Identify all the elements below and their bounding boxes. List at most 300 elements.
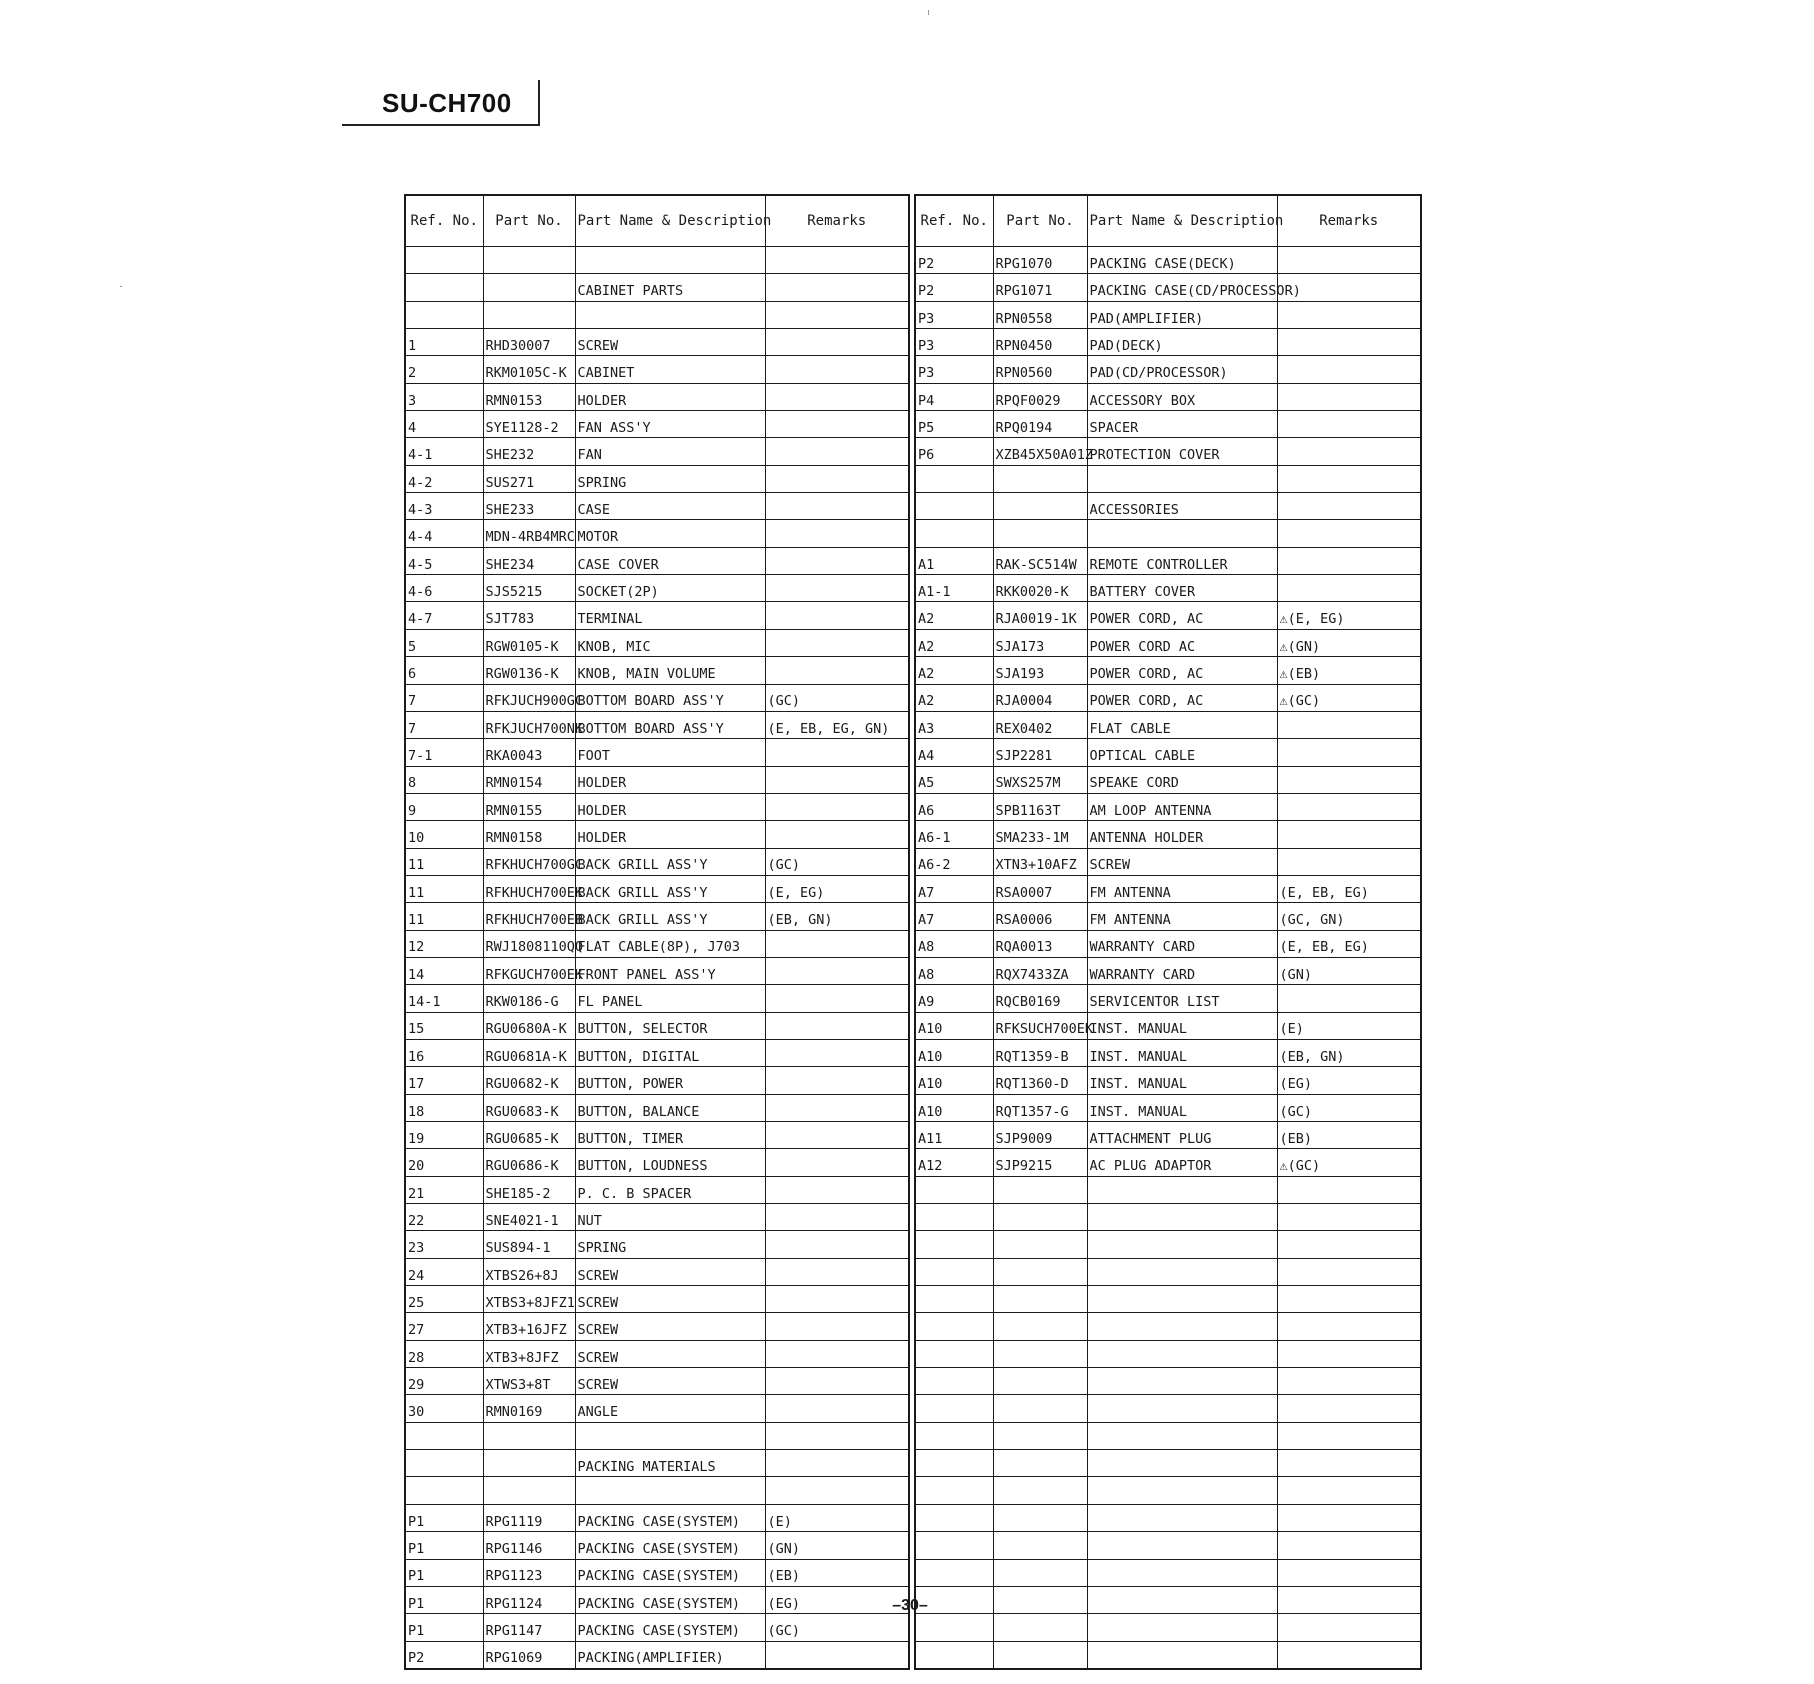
remarks-cell: (EG) (1277, 1067, 1421, 1094)
part-no-cell (993, 493, 1087, 520)
ref-no-cell: A2 (915, 684, 993, 711)
remarks-cell (765, 274, 909, 301)
ref-no-cell (915, 1422, 993, 1449)
remarks-cell (765, 1422, 909, 1449)
table-row (915, 493, 1421, 520)
remarks-cell: (E, EB, EG) (1277, 875, 1421, 902)
table-row (915, 1039, 1421, 1066)
remarks-cell: (GC, GN) (1277, 903, 1421, 930)
remarks-cell (765, 793, 909, 820)
remarks-cell: (GC) (1277, 1094, 1421, 1121)
remarks-cell (765, 411, 909, 438)
part-no-cell: XZB45X50A01Z (993, 438, 1087, 465)
ref-no-cell: A2 (915, 657, 993, 684)
description-cell: NUT (575, 1204, 765, 1231)
description-cell: BUTTON, TIMER (575, 1122, 765, 1149)
remarks-cell (765, 1122, 909, 1149)
remarks-cell (1277, 1641, 1421, 1669)
table-row (405, 1094, 909, 1121)
ref-no-cell: 20 (405, 1149, 483, 1176)
part-no-cell: RFKHUCH700GC (483, 848, 575, 875)
part-no-cell (993, 1204, 1087, 1231)
description-cell: POWER CORD, AC (1087, 684, 1277, 711)
table-row (915, 602, 1421, 629)
part-no-cell: RFKHUCH700EB (483, 903, 575, 930)
remarks-cell (765, 821, 909, 848)
table-row (405, 1532, 909, 1559)
table-row (915, 657, 1421, 684)
ref-no-cell: 7 (405, 711, 483, 738)
table-row (915, 930, 1421, 957)
ref-no-cell: P3 (915, 329, 993, 356)
table-row (915, 575, 1421, 602)
table-row (405, 821, 909, 848)
part-no-cell (993, 1313, 1087, 1340)
column-header-remarks: Remarks (1277, 195, 1421, 247)
ref-no-cell: P6 (915, 438, 993, 465)
ref-no-cell: 8 (405, 766, 483, 793)
ref-no-cell: 4-6 (405, 575, 483, 602)
description-cell: FL PANEL (575, 985, 765, 1012)
part-no-cell: SJP9215 (993, 1149, 1087, 1176)
description-cell: POWER CORD, AC (1087, 657, 1277, 684)
ref-no-cell: 28 (405, 1340, 483, 1367)
description-cell: ATTACHMENT PLUG (1087, 1122, 1277, 1149)
description-cell (1087, 1614, 1277, 1641)
ref-no-cell: 11 (405, 848, 483, 875)
table-row (915, 547, 1421, 574)
description-cell: FM ANTENNA (1087, 875, 1277, 902)
remarks-cell: ⚠(EB) (1277, 657, 1421, 684)
ref-no-cell: 18 (405, 1094, 483, 1121)
part-no-cell: RQA0013 (993, 930, 1087, 957)
part-no-cell: RSA0006 (993, 903, 1087, 930)
description-cell: FM ANTENNA (1087, 903, 1277, 930)
table-row (405, 930, 909, 957)
description-cell: POWER CORD AC (1087, 629, 1277, 656)
part-no-cell: SYE1128-2 (483, 411, 575, 438)
remarks-cell (765, 493, 909, 520)
part-no-cell (993, 1614, 1087, 1641)
description-cell (1087, 1450, 1277, 1477)
part-no-cell: RQT1359-B (993, 1039, 1087, 1066)
table-row (915, 1258, 1421, 1285)
ref-no-cell (405, 274, 483, 301)
description-cell: INST. MANUAL (1087, 1039, 1277, 1066)
ref-no-cell (915, 1614, 993, 1641)
part-no-cell (993, 1450, 1087, 1477)
description-cell: PACKING CASE(CD/PROCESSOR) (1087, 274, 1277, 301)
ref-no-cell: 16 (405, 1039, 483, 1066)
part-no-cell: RQCB0169 (993, 985, 1087, 1012)
description-cell: CABINET PARTS (575, 274, 765, 301)
table-row (405, 1149, 909, 1176)
description-cell: FOOT (575, 739, 765, 766)
description-cell: BUTTON, DIGITAL (575, 1039, 765, 1066)
part-no-cell: RPG1070 (993, 247, 1087, 274)
table-row (915, 1559, 1421, 1586)
description-cell: INST. MANUAL (1087, 1012, 1277, 1039)
description-cell: BACK GRILL ASS'Y (575, 903, 765, 930)
description-cell (1087, 1586, 1277, 1613)
ref-no-cell: A10 (915, 1039, 993, 1066)
description-cell: BUTTON, SELECTOR (575, 1012, 765, 1039)
ref-no-cell (405, 301, 483, 328)
part-no-cell: SHE185-2 (483, 1176, 575, 1203)
table-row (405, 766, 909, 793)
table-row (915, 1586, 1421, 1613)
description-cell: BATTERY COVER (1087, 575, 1277, 602)
table-row (915, 356, 1421, 383)
ref-no-cell (915, 1286, 993, 1313)
part-no-cell: RPN0558 (993, 301, 1087, 328)
description-cell: HOLDER (575, 793, 765, 820)
page-number: –30– (892, 1597, 928, 1614)
description-cell (575, 301, 765, 328)
description-cell: HOLDER (575, 821, 765, 848)
description-cell: AC PLUG ADAPTOR (1087, 1149, 1277, 1176)
ref-no-cell (915, 1641, 993, 1669)
ref-no-cell: 24 (405, 1258, 483, 1285)
ref-no-cell: P1 (405, 1614, 483, 1641)
ref-no-cell: A1-1 (915, 575, 993, 602)
description-cell: HOLDER (575, 766, 765, 793)
table-row (915, 438, 1421, 465)
table-row (915, 1204, 1421, 1231)
remarks-cell (1277, 547, 1421, 574)
part-no-cell: RKM0105C-K (483, 356, 575, 383)
ref-no-cell (915, 520, 993, 547)
remarks-cell (1277, 1477, 1421, 1504)
part-no-cell: XTBS26+8J (483, 1258, 575, 1285)
remarks-cell (765, 1067, 909, 1094)
part-no-cell (483, 1422, 575, 1449)
part-no-cell: RPG1123 (483, 1559, 575, 1586)
remarks-cell (765, 465, 909, 492)
table-row (915, 903, 1421, 930)
remarks-cell (765, 1231, 909, 1258)
description-cell: WARRANTY CARD (1087, 957, 1277, 984)
table-row (405, 1039, 909, 1066)
ref-no-cell: A2 (915, 602, 993, 629)
remarks-cell: (E) (1277, 1012, 1421, 1039)
ref-no-cell (405, 247, 483, 274)
table-row (405, 274, 909, 301)
table-row (405, 684, 909, 711)
remarks-cell (1277, 1559, 1421, 1586)
part-no-cell: RFKGUCH700EK (483, 957, 575, 984)
part-no-cell: RFKJUCH900GC (483, 684, 575, 711)
ref-no-cell (915, 465, 993, 492)
table-row (915, 520, 1421, 547)
table-row (405, 1559, 909, 1586)
remarks-cell: (EB, GN) (1277, 1039, 1421, 1066)
table-row (405, 247, 909, 274)
part-no-cell: RFKSUCH700EK (993, 1012, 1087, 1039)
remarks-cell (1277, 1286, 1421, 1313)
remarks-cell: (EB) (1277, 1122, 1421, 1149)
part-no-cell: RSA0007 (993, 875, 1087, 902)
remarks-cell (765, 247, 909, 274)
ref-no-cell: 4-1 (405, 438, 483, 465)
description-cell (1087, 465, 1277, 492)
remarks-cell (765, 329, 909, 356)
remarks-cell (765, 1477, 909, 1504)
table-row (405, 1313, 909, 1340)
remarks-cell (1277, 520, 1421, 547)
ref-no-cell (915, 1231, 993, 1258)
ref-no-cell: A8 (915, 957, 993, 984)
ref-no-cell (915, 1204, 993, 1231)
part-no-cell: RAK-SC514W (993, 547, 1087, 574)
ref-no-cell: A6-1 (915, 821, 993, 848)
remarks-cell (765, 520, 909, 547)
part-no-cell (993, 465, 1087, 492)
description-cell: SCREW (575, 1286, 765, 1313)
description-cell: PACKING CASE(SYSTEM) (575, 1614, 765, 1641)
ref-no-cell: P3 (915, 301, 993, 328)
part-no-cell: RMN0158 (483, 821, 575, 848)
ref-no-cell: A12 (915, 1149, 993, 1176)
description-cell (1087, 1176, 1277, 1203)
description-cell: SCREW (575, 1313, 765, 1340)
column-header-description: Part Name & Description (575, 195, 765, 247)
table-row (915, 1094, 1421, 1121)
remarks-cell: ⚠(GC) (1277, 1149, 1421, 1176)
ref-no-cell: 6 (405, 657, 483, 684)
part-no-cell: SHE233 (483, 493, 575, 520)
remarks-cell (765, 629, 909, 656)
description-cell: CABINET (575, 356, 765, 383)
remarks-cell (1277, 1395, 1421, 1422)
table-row (405, 739, 909, 766)
table-row (915, 1149, 1421, 1176)
remarks-cell: (E, EG) (765, 875, 909, 902)
remarks-cell (765, 985, 909, 1012)
ref-no-cell: 4-7 (405, 602, 483, 629)
remarks-cell (1277, 848, 1421, 875)
description-cell (1087, 520, 1277, 547)
description-cell: PACKING MATERIALS (575, 1450, 765, 1477)
remarks-cell (765, 1340, 909, 1367)
part-no-cell: SJP9009 (993, 1122, 1087, 1149)
table-row (915, 1368, 1421, 1395)
ref-no-cell: P1 (405, 1532, 483, 1559)
remarks-cell (765, 1368, 909, 1395)
remarks-cell: (GC) (765, 1614, 909, 1641)
part-no-cell: RQT1360-D (993, 1067, 1087, 1094)
remarks-cell (1277, 1176, 1421, 1203)
ref-no-cell: 17 (405, 1067, 483, 1094)
part-no-cell: RKW0186-G (483, 985, 575, 1012)
column-header-description: Part Name & Description (1087, 195, 1277, 247)
remarks-cell (1277, 1313, 1421, 1340)
part-no-cell (993, 1231, 1087, 1258)
remarks-cell (1277, 1258, 1421, 1285)
ref-no-cell: 21 (405, 1176, 483, 1203)
part-no-cell (483, 1477, 575, 1504)
table-row (405, 1067, 909, 1094)
table-row (405, 411, 909, 438)
description-cell: P. C. B SPACER (575, 1176, 765, 1203)
table-row (405, 1614, 909, 1641)
description-cell (1087, 1204, 1277, 1231)
ref-no-cell (915, 1504, 993, 1531)
description-cell (1087, 1368, 1277, 1395)
description-cell: SPRING (575, 1231, 765, 1258)
description-cell: TERMINAL (575, 602, 765, 629)
table-row (915, 1450, 1421, 1477)
description-cell (1087, 1559, 1277, 1586)
ref-no-cell (915, 1532, 993, 1559)
description-cell: SPACER (1087, 411, 1277, 438)
part-no-cell: XTB3+16JFZ (483, 1313, 575, 1340)
description-cell: INST. MANUAL (1087, 1067, 1277, 1094)
remarks-cell (1277, 1586, 1421, 1613)
part-no-cell (483, 274, 575, 301)
table-row (405, 1422, 909, 1449)
column-header-part-no: Part No. (993, 195, 1087, 247)
table-row (915, 383, 1421, 410)
description-cell (575, 1477, 765, 1504)
description-cell: INST. MANUAL (1087, 1094, 1277, 1121)
part-no-cell (993, 1340, 1087, 1367)
table-row (405, 301, 909, 328)
table-row (405, 1258, 909, 1285)
ref-no-cell: A10 (915, 1012, 993, 1039)
table-row (915, 1504, 1421, 1531)
ref-no-cell (915, 493, 993, 520)
description-cell: PROTECTION COVER (1087, 438, 1277, 465)
model-header (342, 80, 542, 128)
table-row (405, 629, 909, 656)
description-cell (1087, 1422, 1277, 1449)
description-cell: SCREW (575, 329, 765, 356)
remarks-cell (1277, 356, 1421, 383)
description-cell: FAN (575, 438, 765, 465)
remarks-cell (1277, 711, 1421, 738)
remarks-cell (1277, 329, 1421, 356)
ref-no-cell (405, 1450, 483, 1477)
parts-table-right (914, 194, 1422, 1670)
ref-no-cell (915, 1368, 993, 1395)
table-row (915, 1614, 1421, 1641)
part-no-cell: RPN0450 (993, 329, 1087, 356)
table-row (405, 1395, 909, 1422)
table-row (405, 383, 909, 410)
remarks-cell (1277, 793, 1421, 820)
description-cell: POWER CORD, AC (1087, 602, 1277, 629)
remarks-cell (1277, 438, 1421, 465)
remarks-cell (765, 1450, 909, 1477)
table-row (915, 301, 1421, 328)
description-cell: FAN ASS'Y (575, 411, 765, 438)
ref-no-cell: 15 (405, 1012, 483, 1039)
remarks-cell (765, 766, 909, 793)
remarks-cell (765, 602, 909, 629)
ref-no-cell: 25 (405, 1286, 483, 1313)
ref-no-cell: P1 (405, 1586, 483, 1613)
description-cell: SCREW (575, 1258, 765, 1285)
header-row (405, 195, 909, 247)
remarks-cell (765, 301, 909, 328)
ref-no-cell: A5 (915, 766, 993, 793)
description-cell: CASE COVER (575, 547, 765, 574)
ref-no-cell: 7-1 (405, 739, 483, 766)
description-cell (1087, 1286, 1277, 1313)
remarks-cell (1277, 739, 1421, 766)
part-no-cell: RPQF0029 (993, 383, 1087, 410)
ref-no-cell: 2 (405, 356, 483, 383)
part-no-cell: RPG1119 (483, 1504, 575, 1531)
remarks-cell: ⚠(GC) (1277, 684, 1421, 711)
ref-no-cell: A6-2 (915, 848, 993, 875)
description-cell (1087, 1477, 1277, 1504)
header-vertical-rule (538, 80, 540, 126)
description-cell: MOTOR (575, 520, 765, 547)
part-no-cell: RQX7433ZA (993, 957, 1087, 984)
description-cell: PACKING CASE(DECK) (1087, 247, 1277, 274)
part-no-cell: RHD30007 (483, 329, 575, 356)
part-no-cell: SUS894-1 (483, 1231, 575, 1258)
ref-no-cell: P2 (915, 247, 993, 274)
ref-no-cell: 22 (405, 1204, 483, 1231)
ref-no-cell: 27 (405, 1313, 483, 1340)
remarks-cell (1277, 411, 1421, 438)
remarks-cell (1277, 1231, 1421, 1258)
remarks-cell: (GN) (1277, 957, 1421, 984)
model-title: SU-CH700 (382, 88, 512, 118)
table-row (915, 1012, 1421, 1039)
ref-no-cell: P5 (915, 411, 993, 438)
table-row (405, 1477, 909, 1504)
remarks-cell (1277, 1422, 1421, 1449)
remarks-cell (765, 1039, 909, 1066)
remarks-cell (1277, 465, 1421, 492)
description-cell: SCREW (575, 1340, 765, 1367)
remarks-cell: (E, EB, EG) (1277, 930, 1421, 957)
table-row (405, 793, 909, 820)
description-cell: BOTTOM BOARD ASS'Y (575, 684, 765, 711)
description-cell: ANGLE (575, 1395, 765, 1422)
remarks-cell (1277, 493, 1421, 520)
description-cell: PACKING CASE(SYSTEM) (575, 1504, 765, 1531)
table-row (915, 985, 1421, 1012)
remarks-cell: (EB) (765, 1559, 909, 1586)
ref-no-cell (915, 1176, 993, 1203)
part-no-cell (993, 1286, 1087, 1313)
part-no-cell: RWJ1808110QQ (483, 930, 575, 957)
ref-no-cell: 4-5 (405, 547, 483, 574)
description-cell (1087, 1641, 1277, 1669)
table-row (405, 711, 909, 738)
remarks-cell: (EB, GN) (765, 903, 909, 930)
table-row (915, 274, 1421, 301)
ref-no-cell: A9 (915, 985, 993, 1012)
ref-no-cell (915, 1477, 993, 1504)
table-row (915, 766, 1421, 793)
table-row (405, 1450, 909, 1477)
part-no-cell (483, 247, 575, 274)
part-no-cell: RMN0154 (483, 766, 575, 793)
ref-no-cell: 14-1 (405, 985, 483, 1012)
part-no-cell: SJS5215 (483, 575, 575, 602)
part-no-cell (993, 1395, 1087, 1422)
table-row (915, 1122, 1421, 1149)
part-no-cell: RKA0043 (483, 739, 575, 766)
description-cell (1087, 1313, 1277, 1340)
table-row (915, 739, 1421, 766)
